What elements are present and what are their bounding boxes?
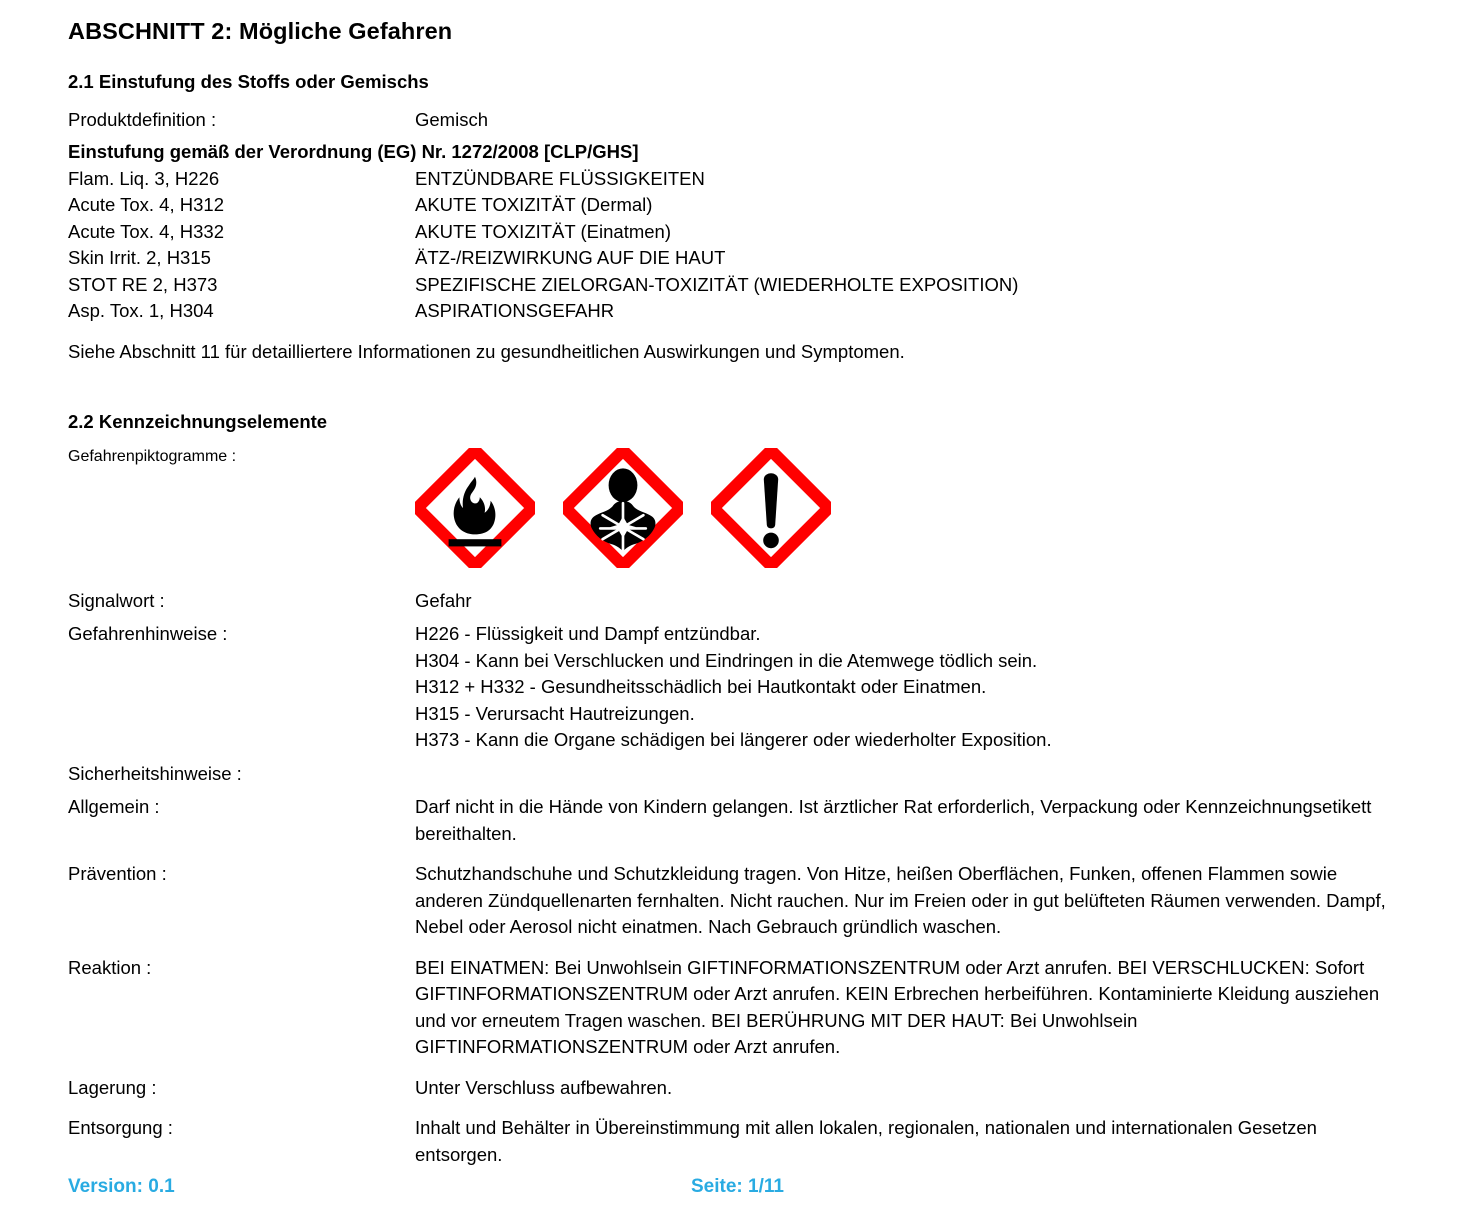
classification-row — [68, 192, 1398, 219]
classification-text: AKUTE TOXIZITÄT (Einatmen) — [415, 220, 671, 242]
classification-list — [68, 166, 1398, 325]
precautionary-disposal-label: Entsorgung : — [68, 1117, 173, 1139]
page-footer — [68, 1176, 1398, 1204]
precautionary-general-text: Darf nicht in die Hände von Kindern gelangen. Ist ärztlicher Rat erforderlich, Verpackung oder Kennzeichnungsetikett bereithalten. — [415, 796, 1372, 844]
subsection-2-2-heading: 2.2 Kennzeichnungselemente — [68, 411, 328, 433]
precautionary-storage-label: Lagerung : — [68, 1076, 157, 1098]
hazard-statement: H373 - Kann die Organe schädigen bei längerer oder wiederholter Exposition. — [415, 729, 1052, 751]
precautionary-heading-row — [68, 761, 1398, 788]
page-content — [68, 18, 1398, 1182]
precautionary-prevention-text: Schutzhandschuhe und Schutzkleidung tragen. Von Hitze, heißen Oberflächen, Funken, offenen Flammen sowie anderen Zündquellenarten fernhalten. Nicht rauchen. Nur im Freien oder in gut belüfteten Räumen verwenden. Dampf, Nebel oder Aerosol nicht einatmen. Nach Gebrauch gründlich waschen. — [415, 863, 1386, 938]
footer-version: Version: 0.1 — [68, 1176, 175, 1197]
classification-code: Flam. Liq. 3, H226 — [68, 167, 220, 189]
hazard-statement: H226 - Flüssigkeit und Dampf entzündbar. — [415, 623, 761, 645]
classification-text: SPEZIFISCHE ZIELORGAN-TOXIZITÄT (WIEDERHOLTE EXPOSITION) — [415, 273, 1019, 295]
signal-word-value: Gefahr — [415, 589, 472, 611]
pictograms-label: Gefahrenpiktogramme : — [68, 447, 237, 465]
hazard-statement: H312 + H332 - Gesundheitsschädlich bei Hautkontakt oder Einatmen. — [415, 676, 987, 698]
precautionary-disposal-text: Inhalt und Behälter in Übereinstimmung mit allen lokalen, regionalen, nationalen und internationalen Gesetzen entsorgen. — [415, 1117, 1317, 1165]
precautionary-label: Sicherheitshinweise : — [68, 762, 242, 784]
footer-page-number: Seite: 1/11 — [691, 1176, 784, 1197]
hazard-statements-label: Gefahrenhinweise : — [68, 623, 228, 645]
product-definition-row — [68, 107, 1398, 134]
hazard-statements-list — [415, 621, 1397, 754]
classification-row — [68, 272, 1398, 299]
precautionary-disposal-row — [68, 1115, 1398, 1168]
subsection-2-1-heading: 2.1 Einstufung des Stoffs oder Gemischs — [68, 71, 429, 93]
classification-text: ENTZÜNDBARE FLÜSSIGKEITEN — [415, 167, 705, 189]
pictogram-list — [415, 448, 831, 568]
hazard-statements-row — [68, 621, 1398, 754]
classification-row — [68, 219, 1398, 246]
precautionary-prevention-label: Prävention : — [68, 863, 167, 885]
hazard-statement: H315 - Verursacht Hautreizungen. — [415, 702, 695, 724]
classification-text: ÄTZ-/REIZWIRKUNG AUF DIE HAUT — [415, 247, 726, 269]
classification-code: Acute Tox. 4, H332 — [68, 220, 224, 242]
classification-row — [68, 245, 1398, 272]
classification-code: Asp. Tox. 1, H304 — [68, 300, 214, 322]
precautionary-general-row — [68, 794, 1398, 847]
classification-row — [68, 298, 1398, 325]
pictograms-row — [68, 448, 1398, 568]
precautionary-general-label: Allgemein : — [68, 796, 160, 818]
classification-code: Acute Tox. 4, H312 — [68, 194, 224, 216]
classification-text: AKUTE TOXIZITÄT (Dermal) — [415, 194, 653, 216]
product-definition-label: Produktdefinition : — [68, 109, 217, 131]
ghs07-exclamation-mark-pictogram — [711, 448, 831, 568]
precautionary-response-label: Reaktion : — [68, 956, 152, 978]
classification-heading: Einstufung gemäß der Verordnung (EG) Nr. 1272/2008 [CLP/GHS] — [68, 140, 639, 162]
precautionary-prevention-row — [68, 861, 1398, 941]
product-definition-value: Gemisch — [415, 109, 488, 131]
section-11-reference-note: Siehe Abschnitt 11 für detailliertere Informationen zu gesundheitlichen Auswirkungen und Symptomen. — [68, 340, 905, 362]
precautionary-storage-text: Unter Verschluss aufbewahren. — [415, 1076, 673, 1098]
precautionary-response-row — [68, 955, 1398, 1061]
classification-code: STOT RE 2, H373 — [68, 273, 218, 295]
classification-text: ASPIRATIONSGEFAHR — [415, 300, 615, 322]
hazard-statement: H304 - Kann bei Verschlucken und Eindringen in die Atemwege tödlich sein. — [415, 649, 1038, 671]
ghs08-health-hazard-pictogram — [563, 448, 683, 568]
precautionary-response-text: BEI EINATMEN: Bei Unwohlsein GIFTINFORMATIONSZENTRUM oder Arzt anrufen. BEI VERSCHLUCKEN: Sofort GIFTINFORMATIONSZENTRUM oder Arzt anrufen. KEIN Erbrechen herbeiführen. Kontaminierte Kleidung ausziehen und vor erneutem Tragen waschen. BEI BERÜHRUNG MIT DER HAUT: Bei Unwohlsein GIFTINFORMATIONSZENTRUM oder Arzt anrufen. — [415, 956, 1380, 1058]
precautionary-storage-row — [68, 1075, 1398, 1102]
classification-code: Skin Irrit. 2, H315 — [68, 247, 211, 269]
ghs02-flammable-pictogram — [415, 448, 535, 568]
page-title: ABSCHNITT 2: Mögliche Gefahren — [68, 18, 453, 44]
classification-row — [68, 166, 1398, 193]
signal-word-row — [68, 588, 1398, 615]
signal-word-label: Signalwort : — [68, 589, 165, 611]
